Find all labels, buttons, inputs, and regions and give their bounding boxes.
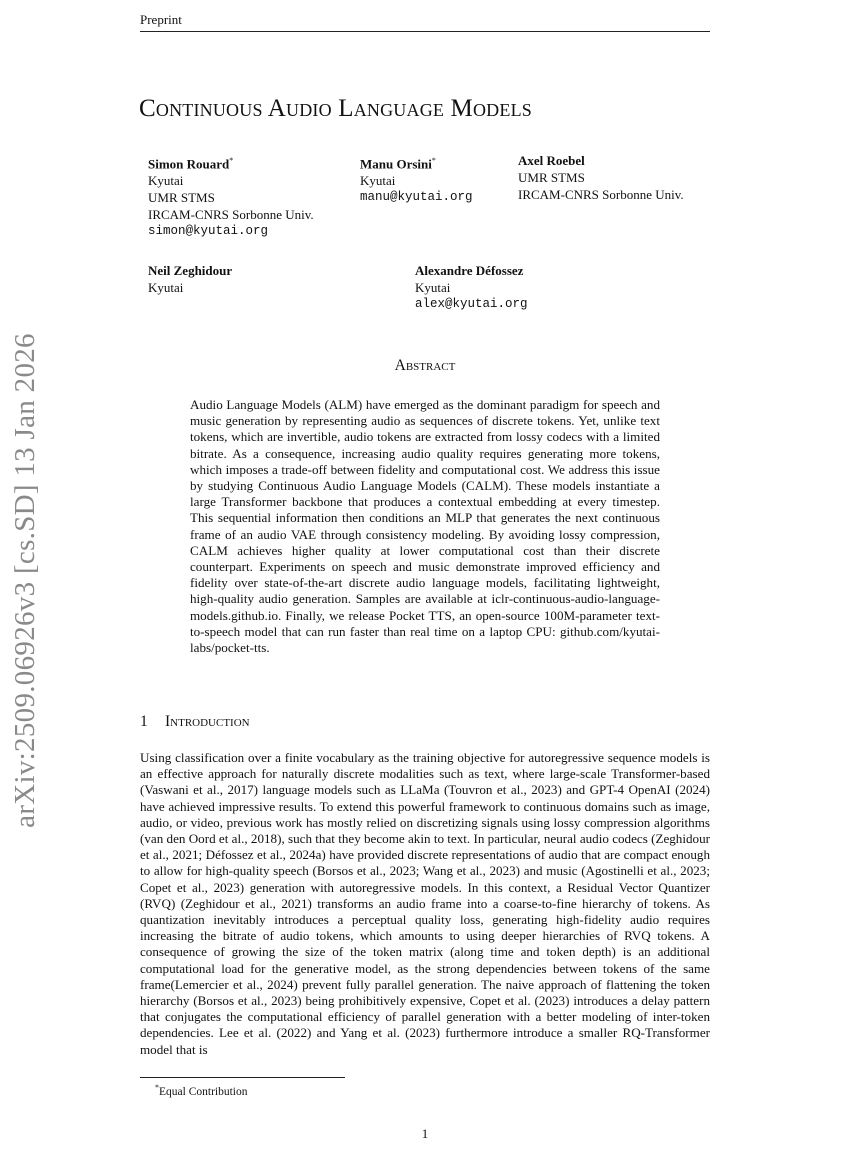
page-number: 1 bbox=[421, 1126, 429, 1141]
author-affiliation: UMR STMS bbox=[518, 170, 585, 185]
introduction-text: Using classification over a finite vocabulary as the training objective for autoregressive sequence models is an effective approach for naturally discrete modalities such as text, where large-scale Transformer-based (Vaswani et al., 2017) language models such as LLaMa (Touvron et al., 2023) and GPT-4 OpenAI (2024) have achieved impressive results. To extend this powerful framework to continuous domains such as image, audio, or video, previous work has mostly relied on discretizing signals using lossy compression algorithms (van den Oord et al., 2018), such that they become akin to text. In particular, neural audio codecs (Zeghidour et al., 2021; Défossez et al., 2024a) have provided discrete representations of audio that are compact enough to allow for high-quality speech (Borsos et al., 2023; Wang et al., 2023) and music (Agostinelli et al., 2023; Copet et al., 2023) generation with autoregressive models. In this context, a Residual Vector Quantizer (RVQ) (Zeghidour et al., 2021) transforms an audio frame into a coarse-to-fine hierarchy of tokens. As quantization inevitably introduces a perceptual quality loss, generating high-fidelity audio requires increasing the bitrate of audio tokens, which amounts to using deeper hierarchies of RVQ tokens. A consequence of growing the size of the token matrix (along time and token depth) is an additional computational load for the generative model, as the strong dependencies between tokens of the same frame(Lemercier et al., 2024) prevent fully parallel generation. The naive approach of flattening the token hierarchy (Borsos et al., 2023) being prohibitively expensive, Copet et al. (2023) introduces a delay pattern that conjugates the computational efficiency of parallel generation with a better modeling of inter-token dependencies. Lee et al. (2022) and Yang et al. (2023) furthermore introduce a smaller RQ-Transformer model that is bbox=[140, 750, 710, 1057]
section-title: Introduction bbox=[165, 713, 250, 730]
author-affiliation: Kyutai bbox=[148, 173, 184, 189]
arxiv-identifier: arXiv:2509.06926v3 [cs.SD] 13 Jan 2026 bbox=[8, 332, 41, 828]
author-affiliation: IRCAM-CNRS Sorbonne Univ. bbox=[518, 187, 684, 202]
running-header bbox=[140, 12, 710, 32]
author-email[interactable]: simon@kyutai.org bbox=[148, 224, 269, 239]
author-block bbox=[148, 262, 232, 296]
footnote-divider bbox=[140, 1077, 345, 1078]
author-block bbox=[360, 152, 473, 206]
author-email[interactable]: alex@kyutai.org bbox=[415, 297, 528, 311]
author-name: Manu Orsini* bbox=[360, 156, 436, 172]
paper-title: Continuous Audio Language Models bbox=[139, 95, 532, 122]
footnote-mark: * bbox=[155, 1083, 159, 1092]
author-affiliation: Kyutai bbox=[148, 280, 184, 295]
author-name: Alexandre Défossez bbox=[415, 263, 524, 278]
author-block bbox=[518, 152, 684, 203]
author-name: Neil Zeghidour bbox=[148, 263, 233, 278]
section-heading bbox=[140, 713, 250, 731]
author-affiliation: IRCAM-CNRS Sorbonne Univ. bbox=[148, 207, 314, 223]
abstract-text: Audio Language Models (ALM) have emerged as the dominant paradigm for speech and music generation by representing audio as sequences of discrete tokens. Yet, unlike text tokens, which are invertible, audio tokens are extracted from lossy codecs with a limited bitrate. As a consequence, increasing audio quality requires generating more tokens, which imposes a trade-off between fidelity and computational cost. We address this issue by studying Continuous Audio Language Models (CALM). These models instantiate a large Transformer backbone that produces a contextual embedding at every timestep. This sequential information then conditions an MLP that generates the next continuous frame of an audio VAE through consistency modeling. By avoiding lossy compression, CALM achieves higher quality at lower computational cost than their discrete counterpart. Experiments on speech and music demonstrate improved efficiency and fidelity over state-of-the-art discrete audio language models, facilitating lightweight, high-quality audio generation. Samples are available at iclr-continuous-audio-language-models.github.io. Finally, we release Pocket TTS, an open-source 100M-parameter text-to-speech model that can run faster than real time on a laptop CPU: github.com/kyutai-labs/pocket-tts. bbox=[190, 397, 660, 656]
author-affiliation: UMR STMS bbox=[148, 190, 215, 206]
author-affiliation: Kyutai bbox=[415, 280, 451, 295]
author-block bbox=[148, 152, 314, 240]
author-email[interactable]: manu@kyutai.org bbox=[360, 190, 473, 205]
abstract-heading: Abstract bbox=[394, 357, 456, 374]
section-number: 1 bbox=[140, 713, 148, 730]
author-affiliation: Kyutai bbox=[360, 173, 396, 189]
author-name: Axel Roebel bbox=[518, 153, 585, 168]
footnote bbox=[155, 1083, 247, 1098]
footnote-text: Equal Contribution bbox=[159, 1085, 248, 1098]
author-name: Simon Rouard* bbox=[148, 156, 234, 172]
arxiv-stamp bbox=[2, 315, 48, 845]
header-label: Preprint bbox=[140, 12, 182, 27]
author-block bbox=[415, 262, 528, 313]
